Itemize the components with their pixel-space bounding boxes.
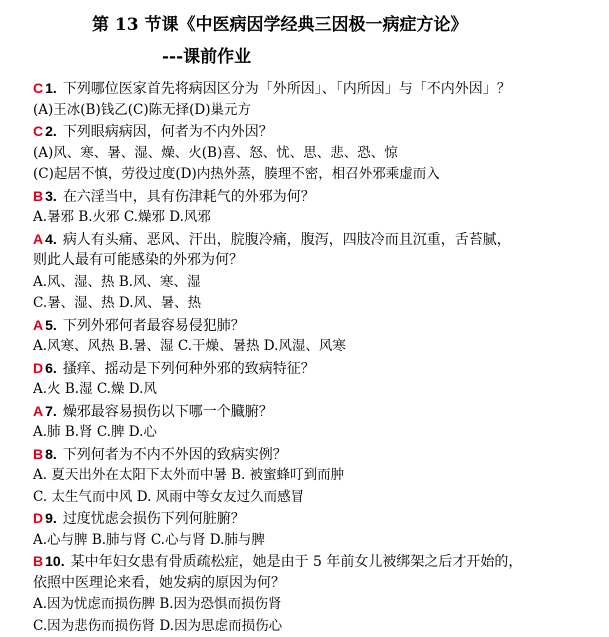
question-number: 10. xyxy=(45,553,64,569)
question-5 xyxy=(33,315,605,337)
question-4 xyxy=(33,229,605,251)
question-1 xyxy=(33,78,605,100)
question-text: 下列何者为不内不外因的致病实例？ xyxy=(63,447,287,463)
page-subtitle: ---课前作业 xyxy=(162,42,251,67)
question-number: 3. xyxy=(45,188,57,204)
option-line: A. 夏天出外在太阳下太外而中暑 B. 被蜜蜂叮到而肿 xyxy=(33,465,605,487)
question-10 xyxy=(33,551,605,573)
question-2 xyxy=(33,121,605,143)
option-line: A.风、湿、热 B.风、寒、湿 xyxy=(33,272,605,294)
question-3 xyxy=(33,186,605,208)
question-list xyxy=(33,78,605,637)
answer-letter: B xyxy=(33,553,43,569)
question-number: 6. xyxy=(45,360,57,376)
question-text: 燥邪最容易损伤以下哪一个臓腑？ xyxy=(63,404,273,420)
question-text: 过度忧虑会损伤下列何脏腑？ xyxy=(63,511,245,527)
question-6 xyxy=(33,358,605,380)
answer-letter: C xyxy=(33,123,43,139)
answer-letter: A xyxy=(33,317,43,333)
question-9 xyxy=(33,508,605,530)
option-line: C. 太生气而中风 D. 风雨中等女友过久而感冒 xyxy=(33,487,605,509)
page-title: 第 13 节课《中医病因学经典三因极一病症方论》 xyxy=(92,10,468,35)
option-line: (A)风、寒、暑、湿、燥、火(B)喜、怒、忧、思、悲、恐、惊 xyxy=(33,143,605,165)
question-number: 7. xyxy=(45,403,57,419)
answer-letter: B xyxy=(33,446,43,462)
question-number: 1. xyxy=(45,80,57,96)
question-text: 下列外邪何者最容易侵犯肺？ xyxy=(63,318,245,334)
question-text: 搔痒、摇动是下列何种外邪的致病特征？ xyxy=(63,361,315,377)
option-line: (A)王冰(B)钱乙(C)陈无择(D)巢元方 xyxy=(33,100,605,122)
option-line: A.风寒、风热 B.暑、湿 C.干燥、暑热 D.风湿、风寒 xyxy=(33,336,605,358)
question-number: 2. xyxy=(45,123,57,139)
option-line: C.因为悲伤而损伤肾 D.因为思虑而损伤心 xyxy=(33,616,605,637)
question-number: 9. xyxy=(45,510,57,526)
answer-letter: B xyxy=(33,188,43,204)
question-text-continued: 依照中医理论来看，她发病的原因为何？ xyxy=(33,573,605,595)
answer-letter: A xyxy=(33,403,43,419)
question-text-continued: 则此人最有可能感染的外邪为何？ xyxy=(33,250,605,272)
question-number: 5. xyxy=(45,317,57,333)
option-line: A.因为忧虑而损伤脾 B.因为恐惧而损伤肾 xyxy=(33,594,605,616)
question-number: 4. xyxy=(45,231,57,247)
question-8 xyxy=(33,444,605,466)
option-line: A.心与脾 B.肺与肾 C.心与肾 D.肺与脾 xyxy=(33,530,605,552)
option-line: (C)起居不慎，劳役过度(D)内热外蒸，腠理不密，相召外邪乘虚而入 xyxy=(33,164,605,186)
question-text: 下列哪位医家首先将病因区分为「外所因」、「内所因」与「不内外因」？ xyxy=(63,81,511,97)
answer-letter: D xyxy=(33,510,43,526)
question-text: 某中年妇女患有骨质疏松症，她是由于 5 年前女儿被绑架之后才开始的， xyxy=(71,554,523,570)
answer-letter: D xyxy=(33,360,43,376)
option-line: A.暑邪 B.火邪 C.燥邪 D.风邪 xyxy=(33,207,605,229)
question-7 xyxy=(33,401,605,423)
question-text: 下列眼病病因，何者为不内外因？ xyxy=(63,124,273,140)
answer-letter: C xyxy=(33,80,43,96)
question-text: 在六淫当中，具有伤津耗气的外邪为何？ xyxy=(63,189,315,205)
option-line: A.火 B.湿 C.燥 D.风 xyxy=(33,379,605,401)
answer-letter: A xyxy=(33,231,43,247)
option-line: A.肺 B.肾 C.脾 D.心 xyxy=(33,422,605,444)
option-line: C.暑、湿、热 D.风、暑、热 xyxy=(33,293,605,315)
question-text: 病人有头痛、恶风、汗出，脘腹冷痛，腹泻，四肢冷而且沉重，舌苔腻， xyxy=(63,232,511,248)
question-number: 8. xyxy=(45,446,57,462)
